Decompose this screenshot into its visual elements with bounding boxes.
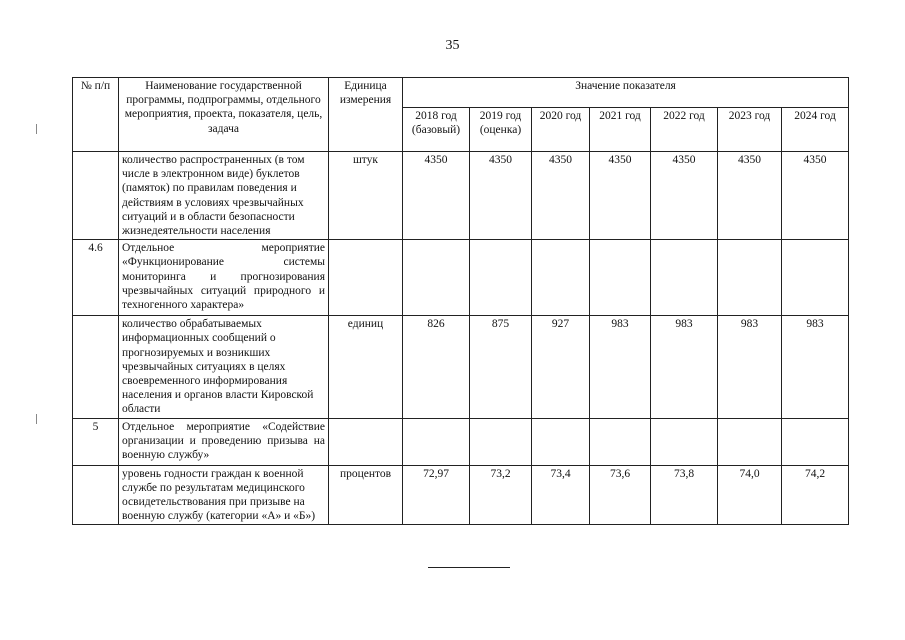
row-value: 74,0: [718, 465, 782, 525]
row-value: 73,6: [590, 465, 651, 525]
row-name: Отдельное мероприятие «Функционирование системы мониторинга и прогнозирования чрезвычайных ситуаций природного и техногенного характера»: [119, 240, 329, 316]
row-value: [470, 240, 532, 316]
row-num: 4.6: [73, 240, 119, 316]
page-number: 35: [445, 38, 460, 53]
header-year: 2018 год (базовый): [403, 108, 470, 152]
row-name: количество распространенных (в том числе в электронном виде) буклетов (памяток) по правилам поведения и действиям в условиях чрезвычайных ситуаций и в области безопасности жизнедеятельности населения: [119, 152, 329, 240]
row-value: [718, 418, 782, 465]
footer-divider: [428, 567, 510, 568]
row-value: 73,4: [532, 465, 590, 525]
row-value: 875: [470, 316, 532, 418]
header-unit: Единица измерения: [329, 78, 403, 152]
row-value: 4350: [590, 152, 651, 240]
table-row: [73, 240, 849, 316]
row-num: [73, 316, 119, 418]
row-value: [651, 418, 718, 465]
indicator-table: [72, 77, 849, 525]
header-name: Наименование государственной программы, подпрограммы, отдельного мероприятия, проекта, показателя, цель, задача: [119, 78, 329, 152]
margin-mark: [36, 124, 37, 134]
row-value: [403, 418, 470, 465]
margin-mark: [36, 414, 37, 424]
row-num: 5: [73, 418, 119, 465]
header-year: 2021 год: [590, 108, 651, 152]
row-num: [73, 465, 119, 525]
header-values-title: Значение показателя: [403, 78, 849, 108]
row-value: 983: [651, 316, 718, 418]
row-value: 73,2: [470, 465, 532, 525]
header-year: 2022 год: [651, 108, 718, 152]
row-unit: [329, 418, 403, 465]
row-name: уровень годности граждан к военной службе по результатам медицинского освидетельствования при призыве на военную службу (категории «А» и «Б»): [119, 465, 329, 525]
row-value: 826: [403, 316, 470, 418]
row-name: количество обрабатываемых информационных сообщений о прогнозируемых и возникших чрезвычайных ситуациях в целях своевременного информирования населения и органов власти Кировской области: [119, 316, 329, 418]
row-value: [782, 240, 849, 316]
row-value: [651, 240, 718, 316]
row-value: [532, 240, 590, 316]
row-value: 73,8: [651, 465, 718, 525]
row-value: 983: [590, 316, 651, 418]
header-year: 2024 год: [782, 108, 849, 152]
row-value: 927: [532, 316, 590, 418]
row-unit: процентов: [329, 465, 403, 525]
row-value: 4350: [651, 152, 718, 240]
row-value: [782, 418, 849, 465]
row-value: 4350: [532, 152, 590, 240]
row-value: [590, 418, 651, 465]
header-year: 2019 год (оценка): [470, 108, 532, 152]
row-value: 72,97: [403, 465, 470, 525]
row-unit: штук: [329, 152, 403, 240]
row-name: Отдельное мероприятие «Содействие организации и проведению призыва на военную службу»: [119, 418, 329, 465]
row-value: 983: [782, 316, 849, 418]
row-value: 74,2: [782, 465, 849, 525]
header-year: 2023 год: [718, 108, 782, 152]
header-num: № п/п: [73, 78, 119, 152]
table-row: [73, 418, 849, 465]
row-unit: единиц: [329, 316, 403, 418]
table-row: [73, 465, 849, 525]
row-value: 983: [718, 316, 782, 418]
row-value: [532, 418, 590, 465]
row-value: 4350: [403, 152, 470, 240]
row-value: 4350: [782, 152, 849, 240]
row-num: [73, 152, 119, 240]
row-value: [470, 418, 532, 465]
table-row: [73, 316, 849, 418]
row-value: [590, 240, 651, 316]
header-year: 2020 год: [532, 108, 590, 152]
row-value: 4350: [470, 152, 532, 240]
row-unit: [329, 240, 403, 316]
table-row: [73, 152, 849, 240]
row-value: [403, 240, 470, 316]
row-value: 4350: [718, 152, 782, 240]
row-value: [718, 240, 782, 316]
